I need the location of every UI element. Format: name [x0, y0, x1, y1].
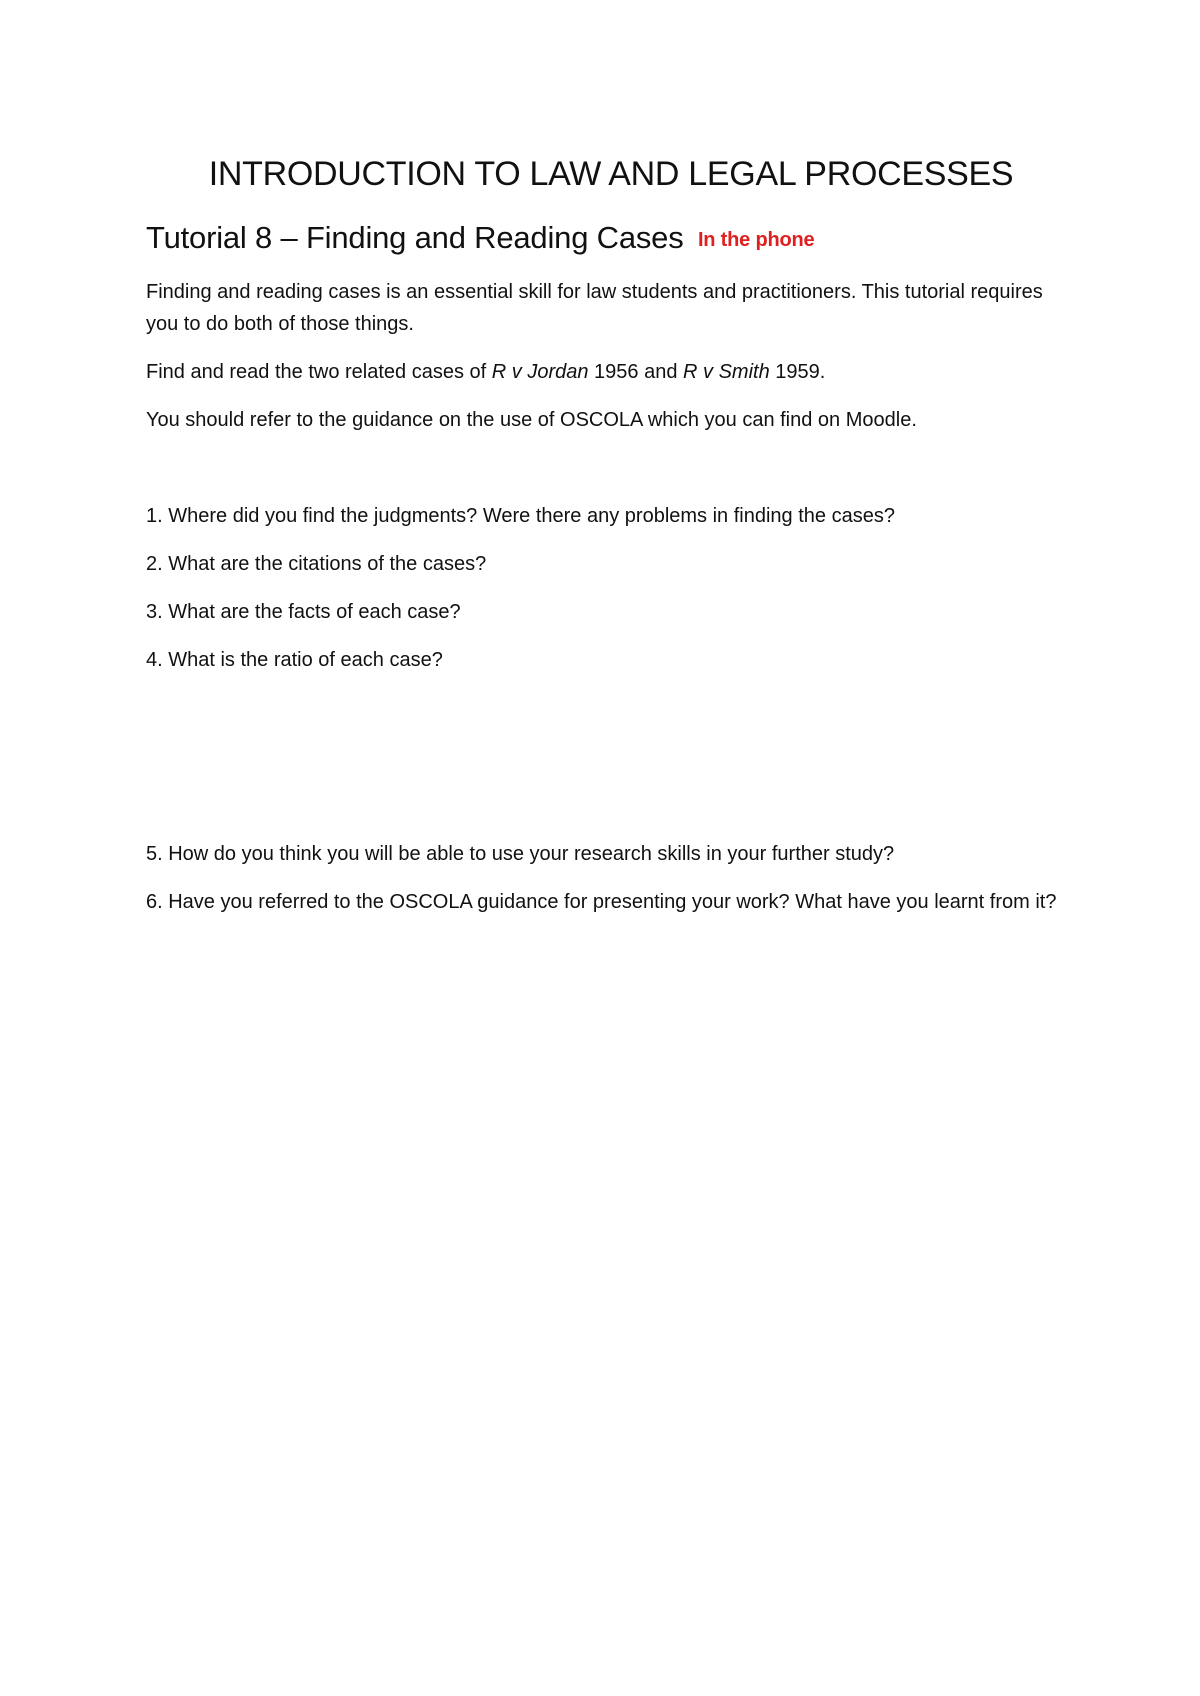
find-cases-paragraph: [146, 356, 1076, 388]
case-name-smith: R v Smith: [683, 360, 770, 383]
question-6: 6. Have you referred to the OSCOLA guidance for presenting your work? What have you learnt from it?: [146, 890, 1057, 913]
question-4: 4. What is the ratio of each case?: [146, 648, 443, 671]
document-content: [146, 140, 1076, 918]
find-cases-prefix: Find and read the two related cases of: [146, 360, 492, 383]
question-2: 2. What are the citations of the cases?: [146, 552, 487, 575]
oscola-guidance-paragraph: You should refer to the guidance on the use of OSCOLA which you can find on Moodle.: [146, 408, 917, 431]
annotation-note: In the phone: [697, 228, 815, 251]
case-year-jordan: 1956 and: [588, 360, 684, 383]
question-5: 5. How do you think you will be able to use your research skills in your further study?: [146, 842, 895, 865]
intro-paragraph: Finding and reading cases is an essential skill for law students and practitioners. This tutorial requires you to do both of those things.: [146, 280, 1043, 335]
case-name-jordan: R v Jordan: [491, 360, 589, 383]
case-year-smith: 1959.: [769, 360, 826, 383]
tutorial-subtitle-text: Tutorial 8 – Finding and Reading Cases: [146, 219, 684, 255]
tutorial-subtitle: [146, 219, 1076, 256]
question-3: 3. What are the facts of each case?: [146, 600, 461, 623]
question-1: 1. Where did you find the judgments? Were there any problems in finding the cases?: [146, 504, 895, 527]
document-title: INTRODUCTION TO LAW AND LEGAL PROCESSES: [208, 155, 1014, 193]
